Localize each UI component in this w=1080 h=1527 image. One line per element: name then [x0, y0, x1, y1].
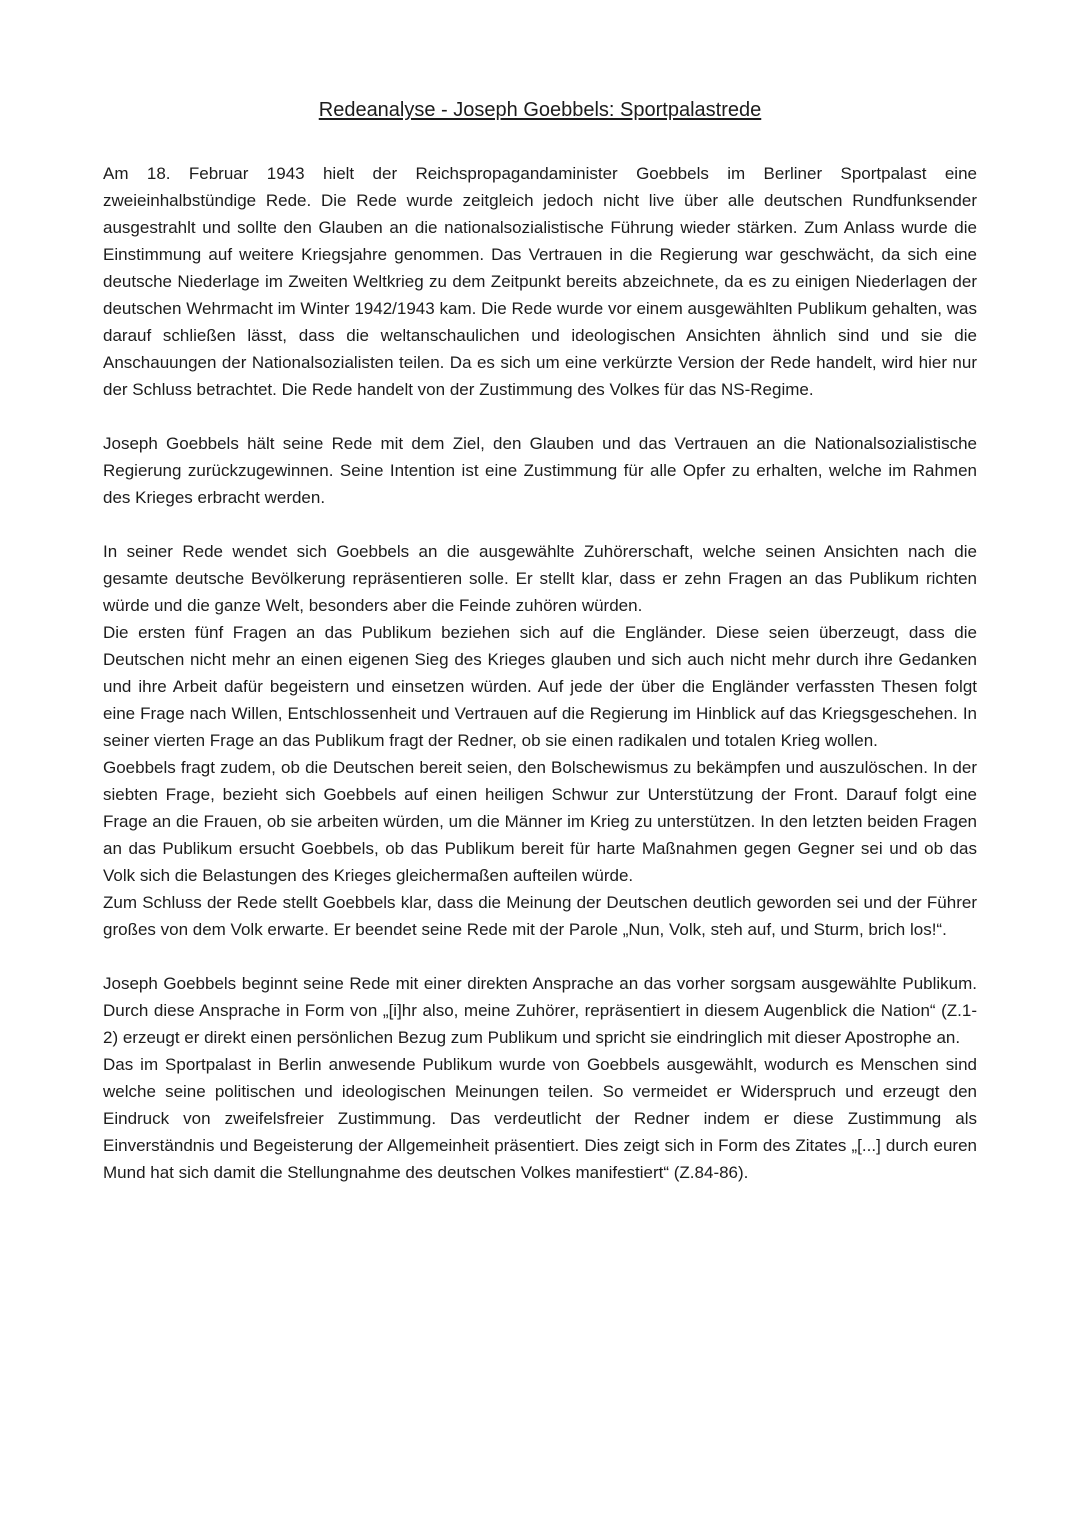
paragraph-first-questions: Die ersten fünf Fragen an das Publikum beziehen sich auf die Engländer. Diese seien überzeugt, dass die Deutschen nicht mehr an einen eigenen Sieg des Krieges glauben und sich auch nicht mehr durch ihre Gedanken und ihre Arbeit dafür begeistern und einsetzen würden. Auf jede der über die Engländer verfassten Thesen folgt eine Frage nach Willen, Entschlossenheit und Vertrauen auf die Regierung im Hinblick auf das Kriegsgeschehen. In seiner vierten Frage an das Publikum fragt der Redner, ob sie einen radikalen und totalen Krieg wollen. — [103, 623, 977, 750]
paragraph-further-questions: Goebbels fragt zudem, ob die Deutschen bereit seien, den Bolschewismus zu bekämpfen und auszulöschen. In der siebten Frage, bezieht sich Goebbels auf einen heiligen Schwur zur Unterstützung der Front. Darauf folgt eine Frage an die Frauen, ob sie arbeiten würden, um die Männer im Krieg zu unterstützen. In den letzten beiden Fragen an das Publikum ersucht Goebbels, ob das Publikum bereit für harte Maßnahmen gegen Gegner sei und ob das Volk sich die Belastungen des Krieges gleichermaßen aufteilen würde. — [103, 758, 977, 885]
paragraph-introduction: Am 18. Februar 1943 hielt der Reichspropagandaminister Goebbels im Berliner Sportpalast eine zweieinhalbstündige Rede. Die Rede wurde zeitgleich jedoch nicht live über alle deutschen Rundfunksender ausgestrahlt und sollte den Glauben an die nationalsozialistische Führung wieder stärken. Zum Anlass wurde die Einstimmung auf weitere Kriegsjahre genommen. Das Vertrauen in die Regierung war geschwächt, da sich eine deutsche Niederlage im Zweiten Weltkrieg zu dem Zeitpunkt bereits abzeichnete, da es zu einigen Niederlagen der deutschen Wehrmacht im Winter 1942/1943 kam. Die Rede wurde vor einem ausgewählten Publikum gehalten, was darauf schließen lässt, dass die weltanschaulichen und ideologischen Ansichten ähnlich sind und sie die Anschauungen der Nationalsozialisten teilen. Da es sich um eine verkürzte Version der Rede handelt, wird hier nur der Schluss betrachtet. Die Rede handelt von der Zustimmung des Volkes für das NS-Regime. — [103, 164, 977, 399]
paragraph-intention: Joseph Goebbels hält seine Rede mit dem Ziel, den Glauben und das Vertrauen an die Nationalsozialistische Regierung zurückzugewinnen. Seine Intention ist eine Zustimmung für alle Opfer zu erhalten, welche im Rahmen des Krieges erbracht werden. — [103, 434, 977, 507]
paragraph-conclusion: Zum Schluss der Rede stellt Goebbels klar, dass die Meinung der Deutschen deutlich geworden sei und der Führer großes von dem Volk erwarte. Er beendet seine Rede mit der Parole „Nun, Volk, steh auf, und Sturm, brich los!“. — [103, 893, 977, 939]
paragraph-audience: In seiner Rede wendet sich Goebbels an die ausgewählte Zuhörerschaft, welche seinen Ansichten nach die gesamte deutsche Bevölkerung repräsentieren solle. Er stellt klar, dass er zehn Fragen an das Publikum richten würde und die ganze Welt, besonders aber die Feinde zuhören würden. — [103, 542, 977, 615]
document-title: Redeanalyse - Joseph Goebbels: Sportpalastrede — [318, 99, 762, 121]
document-page — [103, 96, 977, 1186]
paragraph-analysis-audience: Das im Sportpalast in Berlin anwesende Publikum wurde von Goebbels ausgewählt, wodurch es Menschen sind welche seine politischen und ideologischen Meinungen teilen. So vermeidet er Widerspruch und erzeugt den Eindruck von zweifelsfreier Zustimmung. Das verdeutlicht der Redner indem er diese Zustimmung als Einverständnis und Begeisterung der Allgemeinheit präsentiert. Dies zeigt sich in Form des Zitates „[...] durch euren Mund hat sich damit die Stellungnahme des deutschen Volkes manifestiert“ (Z.84-86). — [103, 1055, 977, 1182]
paragraph-analysis-opening: Joseph Goebbels beginnt seine Rede mit einer direkten Ansprache an das vorher sorgsam ausgewählte Publikum. Durch diese Ansprache in Form von „[i]hr also, meine Zuhörer, repräsentiert in diesem Augenblick die Nation“ (Z.1-2) erzeugt er direkt einen persönlichen Bezug zum Publikum und spricht sie eindringlich mit dieser Apostrophe an. — [103, 974, 977, 1047]
